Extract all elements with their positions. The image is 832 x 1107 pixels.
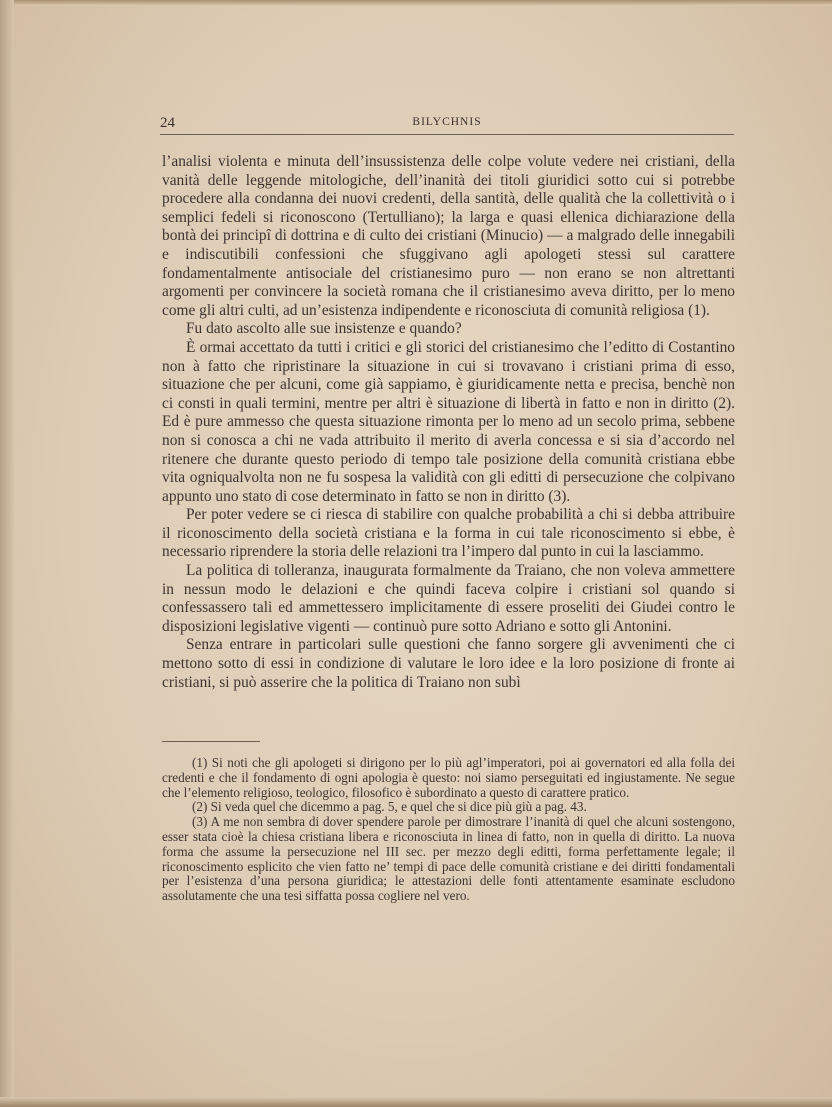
- footnote: (3) A me non sembra di dover spendere parole per dimostrare l’inanità di quel che alcuni sostengono, esser stata cioè la chiesa cristiana libera e riconosciuta in linea di fatto, non in quella di diritto. La nuova forma che assume la persecuzione nel III sec. per mezzo degli editti, forma perfettamente legale; il riconoscimento esplicito che vien fatto ne’ tempi di pace delle comunità cristiane e dei diritti fondamentali per l’esistenza d’una persona giuridica; le attestazioni delle fonti attentamente esaminate escludono assolutamente che una tesi siffatta possa cogliere nel vero.: [162, 814, 735, 904]
- running-head: BILYCHNIS: [412, 116, 482, 128]
- page-header: [160, 115, 734, 135]
- page-top-edge: [0, 0, 832, 6]
- footnote-separator: [162, 741, 260, 742]
- paragraph: La politica di tolleranza, inaugurata formalmente da Traiano, che non voleva ammettere in nessun modo le delazioni e che quindi faceva colpire i cristiani sol quando si confessassero tali ed ammettessero implicitamente di essere proseliti dei Giudei contro le disposizioni legislative vigenti — continuò pure sotto Adriano e sotto gli Antonini.: [162, 562, 735, 635]
- paragraph: È ormai accettato da tutti i critici e gli storici del cristianesimo che l’editto di Costantino non à fatto che ripristinare la situazione in cui si trovavano i cristiani prima di esso, situazione che per alcuni, come già sappiamo, è giuridicamente netta e precisa, benchè non ci consti in quali termini, mentre per altri è situazione di libertà in fatto e non in diritto (2). Ed è pure ammesso che questa situazione rimonta per lo meno ad un secolo prima, sebbene non si conosca a chi ne vada attribuito il merito di averla concessa e si sia d’accordo nel ritenere che durante questo periodo di tempo tale posizione della comunità cristiana ebbe vita ogniqualvolta non ne fu sospesa la validità con gli editti di persecuzione che colpivano appunto uno stato di cose determinato in fatto se non in diritto (3).: [162, 338, 735, 505]
- paragraph: Senza entrare in particolari sulle questioni che fanno sorgere gli avvenimenti che ci mettono sotto di essi in condizione di valutare le loro idee e la loro posizione di fronte ai cristiani, si può asserire che la politica di Traiano non subì: [162, 636, 735, 691]
- footnote: (1) Si noti che gli apologeti si dirigono per lo più agl’imperatori, poi ai governatori ed alla folla dei credenti e che il fondamento di ogni apologia è questo: noi siamo perseguitati ed ingiustamente. Ne segue che l’elemento religioso, teologico, filosofico è subordinato a questo di carattere pratico.: [162, 755, 735, 800]
- page-binding-edge: [0, 0, 14, 1107]
- paragraph: l’analisi violenta e minuta dell’insussistenza delle colpe volute vedere nei cristiani, della vanità delle leggende mitologiche, dell’inanità dei titoli giuridici sotto cui si potrebbe procedere alla condanna dei nuovi credenti, della santità, delle qualità che la collettività o i semplici fedeli si riconoscono (Tertulliano); la larga e quasi ellenica dichiarazione della bontà dei principî di dottrina e di culto dei cristiani (Minucio) — a malgrado delle innegabili e indiscutibili confessioni che sfuggivano agli apologeti stessi sul carattere fondamentalmente antisociale del cristianesimo puro — non erano se non altrettanti argomenti per convincere la società romana che il cristianesimo aveva diritto, per lo meno come gli altri culti, ad un’esistenza indipendente e riconosciuta di comunità religiosa (1).: [162, 153, 735, 319]
- page-number: 24: [160, 115, 175, 131]
- paragraph: Per poter vedere se ci riesca di stabilire con qualche probabilità a chi si debba attribuire il riconoscimento della società cristiana e la forma in cui tale riconoscimento si ebbe, è necessario riprendere la storia delle relazioni tra l’impero dal punto in cui la lasciammo.: [162, 506, 735, 561]
- footnote: (2) Si veda quel che dicemmo a pag. 5, e quel che si dice più giù a pag. 43.: [192, 799, 587, 815]
- page-bottom-edge: [0, 1097, 832, 1107]
- paragraph: Fu dato ascolto alle sue insistenze e quando?: [186, 320, 462, 338]
- main-text: [162, 153, 735, 692]
- footnotes: [162, 756, 735, 904]
- header-rule: [160, 134, 734, 135]
